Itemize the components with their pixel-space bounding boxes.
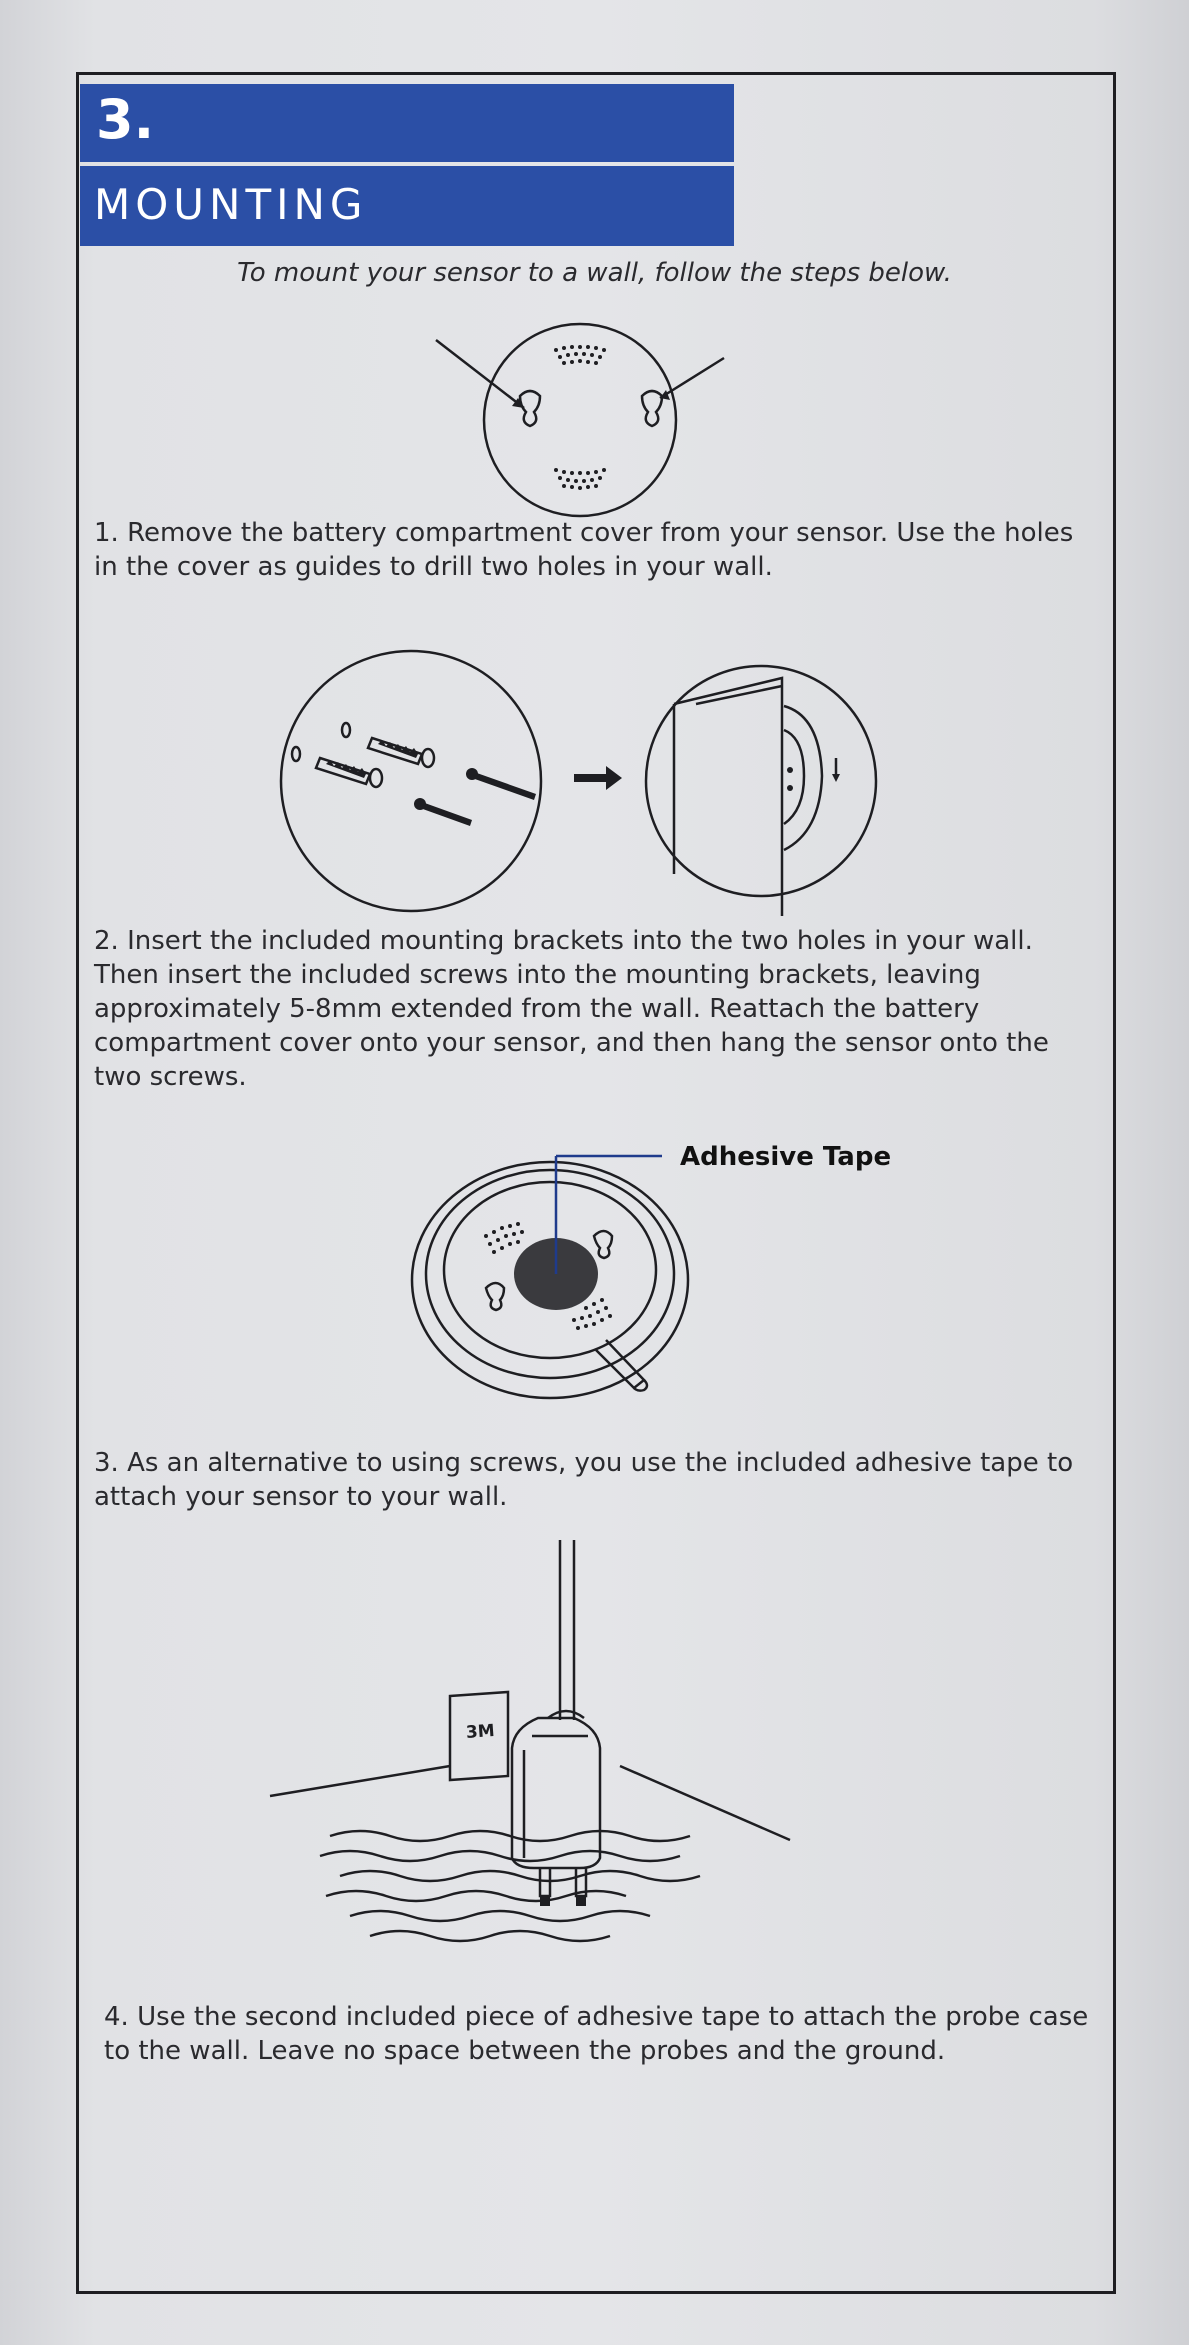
probe-case-illustration [270,1540,830,1970]
screws-anchors-illustration [276,646,936,916]
step-3-text: 3. As an alternative to using screws, you use the included adhesive tape to attach your sensor to your wall. [94,1448,1074,1512]
step-2-text: 2. Insert the included mounting brackets into the two holes in your wall. Then insert the included screws into the mounting brackets, leaving approximately 5-8mm extended from the wall. Reattach the battery compartment cover onto your sensor, and then hang the sensor onto the two screws. [94,926,1049,1092]
intro-text: To mount your sensor to a wall, follow the steps below. [237,258,952,288]
section-title: MOUNTING [94,180,368,229]
cover-holes-illustration [420,320,740,520]
section-number: 3. [96,88,155,151]
adhesive-tape-label: Adhesive Tape [680,1142,892,1172]
step-1-text: 1. Remove the battery compartment cover from your sensor. Use the holes in the cover as guides to drill two holes in your wall. [94,518,1074,582]
adhesive-tape-illustration [410,1140,690,1430]
step-4-text: 4. Use the second included piece of adhesive tape to attach the probe case to the wall. Leave no space between the probes and the ground. [104,2002,1089,2066]
speaker-dots-top [554,345,606,365]
tape-brand-label: 3M [465,1721,496,1743]
section-number-banner [80,84,734,162]
speaker-dots-bottom [554,468,606,490]
section-title-banner [80,166,734,246]
